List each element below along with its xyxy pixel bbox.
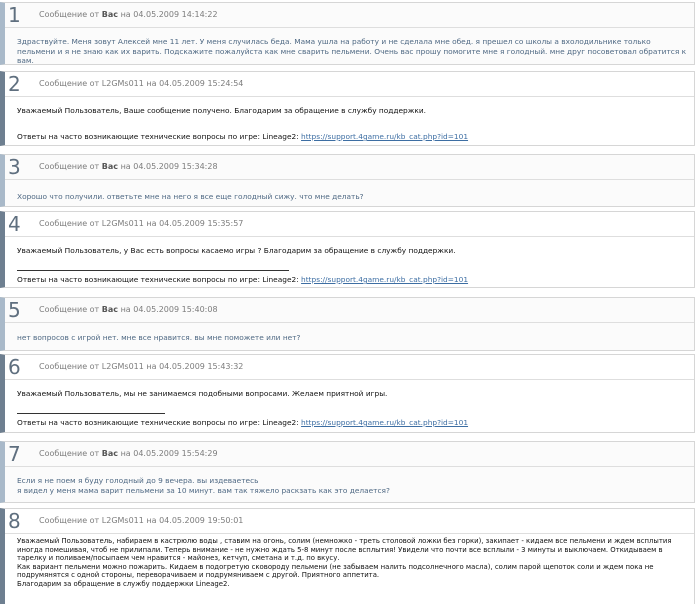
message-paragraph: Уважаемый Пользователь, мы не занимаемся подобными вопросами. Желаем приятной игры.: [17, 389, 388, 398]
message-body: [17, 192, 688, 202]
message-datetime: 04.05.2009 19:50:01: [159, 516, 244, 525]
message-meta: Сообщение от L2GMs011 на 04.05.2009 15:35:57: [39, 219, 244, 228]
message-signature: Ответы на часто возникающие технические вопросы по игре: Lineage2: https://support.4game.ru/kb_cat.php?id=101: [17, 275, 469, 284]
message-6: [0, 354, 695, 433]
message-3: [0, 154, 695, 207]
message-header: [5, 355, 694, 380]
message-number: 7: [8, 442, 21, 466]
message-author: L2GMs011: [101, 219, 144, 228]
message-meta: Сообщение от Вас на 04.05.2009 14:14:22: [39, 10, 218, 19]
message-paragraph: я видел у меня мама варит пельмени за 10 минут. вам так тяжело раскзать как это делается?: [17, 485, 390, 495]
message-datetime: 04.05.2009 15:34:28: [133, 162, 218, 171]
message-paragraph: Как вариант пельмени можно пожарить. Кидаем в подогретую сковороду пельмени (не забываем налить подсолнечного масла), солим парой щепоток соли и ждем пока не подрумянятся с одной стороны, переворачиваем и подрумяниваем с другой. Приятного аппетита.: [17, 562, 654, 580]
message-header: [5, 298, 694, 323]
message-paragraph: Хорошо что получили. ответьте мне на него я все еще голодный сижу. что мне делать?: [17, 192, 364, 201]
message-paragraph: Если я не поем я буду голодный до 9 вечера. вы издеваетесь: [17, 476, 259, 485]
message-meta: Сообщение от Вас на 04.05.2009 15:34:28: [39, 162, 218, 171]
message-header: [5, 442, 694, 467]
message-meta: Сообщение от L2GMs011 на 04.05.2009 19:50:01: [39, 516, 244, 525]
message-author: L2GMs011: [101, 79, 144, 88]
message-paragraph: Уважаемый Пользователь, Ваше сообщение получено. Благодарим за обращение в службу поддержки.: [17, 106, 427, 115]
message-body: [17, 537, 688, 589]
message-body: [17, 246, 688, 256]
message-meta: Сообщение от Вас на 04.05.2009 15:40:08: [39, 305, 218, 314]
message-meta: Сообщение от L2GMs011 на 04.05.2009 15:43:32: [39, 362, 244, 371]
message-2: [0, 71, 695, 146]
signature-divider: [17, 413, 165, 414]
message-datetime: 04.05.2009 15:35:57: [159, 219, 244, 228]
message-header: [5, 72, 694, 97]
message-author: Вас: [101, 305, 119, 314]
message-meta: Сообщение от Вас на 04.05.2009 15:54:29: [39, 449, 218, 458]
message-7: [0, 441, 695, 503]
message-4: [0, 211, 695, 288]
message-number: 5: [8, 298, 21, 322]
message-header: [5, 3, 694, 28]
message-body: [17, 106, 688, 116]
message-datetime: 04.05.2009 15:43:32: [159, 362, 244, 371]
message-author: L2GMs011: [101, 362, 144, 371]
message-8: [0, 508, 695, 604]
message-header: [5, 212, 694, 237]
message-signature: Ответы на часто возникающие технические вопросы по игре: Lineage2: https://support.4game.ru/kb_cat.php?id=101: [17, 418, 469, 427]
message-datetime: 04.05.2009 15:54:29: [133, 449, 218, 458]
message-number: 2: [8, 72, 21, 96]
message-1: [0, 2, 695, 65]
message-number: 4: [8, 212, 21, 236]
message-author: Вас: [101, 10, 119, 19]
message-number: 3: [8, 155, 21, 179]
message-paragraph: Уважаемый Пользователь, набираем в кастрюлю воды , ставим на огонь, солим (немножко - треть столовой ложки без горки), закипает - кидаем все пельмени и ждем всплытия иногда помешивая, чтоб не прилипали. Теперь внимание - не нужно ждать 5-8 минут после всплытия! Увидели что почти все всплыли - 3 минуты и выключаем. Откидываем в тарелку и поливаем/посыпаем чем нравится - майонез, кетчуп, сметана и т.д. по вкусу.: [17, 537, 672, 563]
faq-link[interactable]: https://support.4game.ru/kb_cat.php?id=101: [301, 132, 469, 141]
message-paragraph: Уважаемый Пользователь, у Вас есть вопросы касаемо игры ? Благодарим за обращение в службу поддержки.: [17, 246, 456, 255]
message-number: 8: [8, 509, 21, 533]
message-body: [17, 389, 688, 399]
message-header: [5, 509, 694, 534]
faq-link[interactable]: https://support.4game.ru/kb_cat.php?id=101: [301, 418, 469, 427]
message-paragraph: нет вопросов с игрой нет. мне все нравится. вы мне поможете или нет?: [17, 333, 301, 342]
message-paragraph: Здраствуйте. Меня зовут Алексей мне 11 лет. У меня случилась беда. Мама ушла на работу и не сделала мне обед. я прешел со школы а вхолодильнике только пельмени и я не знаю как их варить. Подскажите пожалуйста как мне сварить пельмени. Очень вас прошу помогите мне я голодный. мне друг посоветовал обратится к вам.: [17, 37, 687, 65]
message-body: [17, 37, 688, 65]
message-number: 1: [8, 3, 21, 27]
message-body: [17, 476, 688, 495]
message-number: 6: [8, 355, 21, 379]
message-5: [0, 297, 695, 351]
message-meta: Сообщение от L2GMs011 на 04.05.2009 15:24:54: [39, 79, 244, 88]
message-body: [17, 333, 688, 343]
message-author: Вас: [101, 449, 119, 458]
message-datetime: 04.05.2009 15:24:54: [159, 79, 244, 88]
message-header: [5, 155, 694, 180]
signature-divider: [17, 270, 289, 271]
message-paragraph: Благодарим за обращение в службу поддержки Lineage2.: [17, 579, 230, 588]
message-author: L2GMs011: [101, 516, 144, 525]
faq-link[interactable]: https://support.4game.ru/kb_cat.php?id=101: [301, 275, 469, 284]
message-signature: Ответы на часто возникающие технические вопросы по игре: Lineage2: https://support.4game.ru/kb_cat.php?id=101: [17, 132, 469, 141]
message-author: Вас: [101, 162, 119, 171]
message-datetime: 04.05.2009 14:14:22: [133, 10, 218, 19]
message-datetime: 04.05.2009 15:40:08: [133, 305, 218, 314]
